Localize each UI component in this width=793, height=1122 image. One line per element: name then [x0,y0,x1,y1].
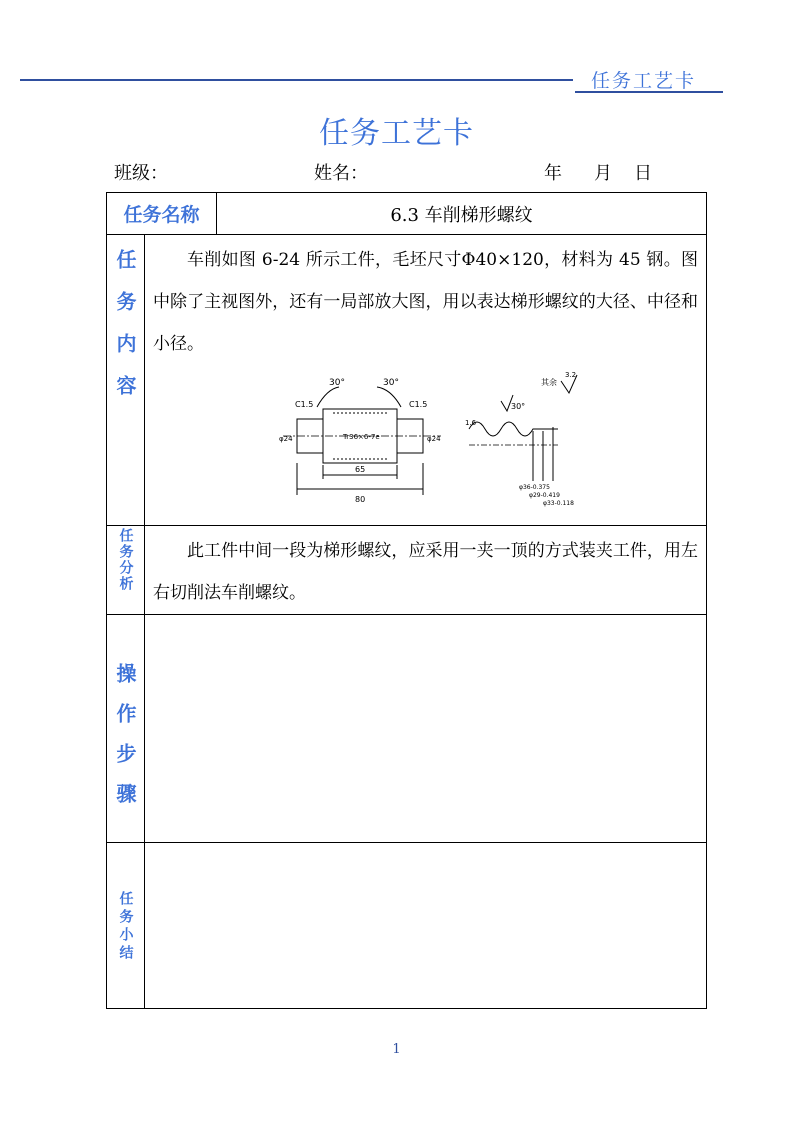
task-content-label-cell [107,235,145,526]
operation-steps-row [107,615,707,843]
name-label: 姓名： [314,163,368,184]
length-total-label: 80 [355,495,366,504]
chamfer-left-label: C1.5 [295,400,314,409]
roughness-rest-label: 其余 [541,378,557,387]
task-name-row [107,193,707,235]
left-diameter-label: φ24 [279,435,293,443]
length-inner-label: 65 [355,465,366,474]
task-analysis-cell [145,526,707,615]
page-number: 1 [392,1042,401,1057]
task-summary-label: 任务小结 [117,890,134,963]
detail-major-label: φ36-0.375 [519,484,550,491]
task-analysis-row [107,526,707,615]
chamfer-right-label: C1.5 [409,400,428,409]
task-content-label: 任务内容 [113,249,137,417]
detail-pitch-label: φ33-0.118 [543,500,574,507]
month-label: 月 [594,163,612,184]
task-analysis-label: 任务分析 [117,528,134,592]
process-card-table [106,192,707,1009]
task-summary-row [107,843,707,1009]
task-name-value: 6.3 车削梯形螺纹 [217,193,707,235]
roughness-value-label: 3.2 [565,371,577,379]
class-label: 班级： [114,163,168,184]
operation-steps-cell[interactable] [145,615,707,843]
task-analysis-label-cell [107,526,145,615]
operation-steps-label-cell [107,615,145,843]
detail-roughness-label: 1.6 [465,419,477,427]
part-drawing [273,371,603,511]
year-label: 年 [544,163,562,184]
detail-angle-label: 30° [511,402,526,411]
task-analysis-text: 此工件中间一段为梯形螺纹，应采用一夹一顶的方式装夹工件，用左右切削法车削螺纹。 [153,541,698,603]
day-label: 日 [634,163,652,184]
task-name-label: 任务名称 [107,193,217,235]
header-rule [20,79,573,81]
task-summary-cell[interactable] [145,843,707,1009]
header-tag: 任务工艺卡 [591,70,697,92]
angle-left-label: 30° [329,378,345,388]
task-summary-label-cell [107,843,145,1009]
task-content-cell [145,235,707,526]
right-diameter-label: φ24 [427,435,441,443]
page-title: 任务工艺卡 [319,116,474,151]
angle-right-label: 30° [383,378,399,388]
task-content-text: 车削如图 6-24 所示工件，毛坯尺寸Φ40×120，材料为 45 钢。图中除了主视图外，还有一局部放大图，用以表达梯形螺纹的大径、中径和小径。 [153,250,698,354]
thread-spec-label: Tr36×6-7e [343,433,380,441]
task-content-row [107,235,707,526]
operation-steps-label: 操作步骤 [113,663,137,823]
detail-minor-label: φ29-0.419 [529,492,560,499]
